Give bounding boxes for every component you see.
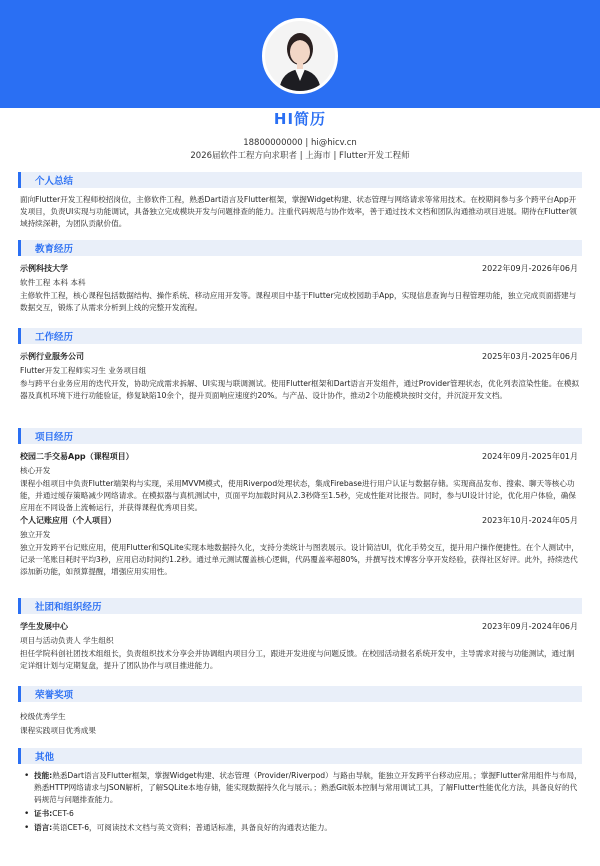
summary-header	[18, 172, 582, 188]
education-title: 教育经历	[35, 244, 74, 255]
other-list	[18, 770, 582, 834]
honors-section	[18, 686, 582, 738]
avatar	[262, 18, 338, 94]
contact-line: 18800000000 | hi@hicv.cn	[243, 138, 357, 148]
project-period: 2024年09月-2025年01月	[482, 452, 578, 461]
project-name: 个人记账应用（个人项目）	[20, 516, 116, 525]
work-period: 2025年03月-2025年06月	[482, 352, 578, 361]
other-header	[18, 748, 582, 764]
campus-row	[18, 620, 582, 634]
work-desc: 参与跨平台业务应用的迭代开发，协助完成需求拆解、UI实现与联调测试。使用Flutter框架和Dart语言开发组件，通过Provider管理状态，优化列表渲染性能。在模拟器及真机环境下进行功能验证，修复缺陷10余个，提升页面响应速度约20%。与产品、设计协作，推动2个功能模块按时交付，并沉淀开发文档。	[20, 379, 580, 400]
language-text: 英语CET-6，可阅读技术文档与英文资料；普通话标准，具备良好的沟通表达能力。	[52, 823, 333, 832]
intent-line: 2026届软件工程方向求职者 | 上海市 | Flutter开发工程师	[190, 151, 410, 161]
language-label: 语言:	[34, 823, 53, 832]
campus-title: 社团和组织经历	[35, 602, 102, 613]
project-desc: 课程小组项目中负责Flutter端架构与实现，采用MVVM模式，使用Riverpod处理状态，集成Firebase进行用户认证与数据存储。实现商品发布、搜索、聊天等核心功能，并通过缓存策略减少网络请求。在模拟器与真机测试中，页面平均加载时间从2.3秒降至1.5秒，完成性能对比报告。同时，参与UI设计讨论，优化用户体验，确保应用在不同设备上流畅运行，并获得课程优秀项目奖。	[20, 479, 576, 512]
project-period: 2023年10月-2024年05月	[482, 516, 578, 525]
honors-header	[18, 686, 582, 702]
work-title: 工作经历	[35, 332, 74, 343]
campus-section	[18, 598, 582, 672]
education-period: 2022年09月-2026年06月	[482, 264, 578, 273]
work-role: Flutter开发工程师实习生 业务项目组	[20, 366, 147, 375]
campus-role: 项目与活动负责人 学生组织	[20, 636, 114, 645]
projects-section	[18, 428, 582, 578]
list-item	[22, 770, 582, 806]
resume-name: HI简历	[273, 110, 327, 128]
honor-item: 校级优秀学生	[20, 712, 66, 721]
summary-section	[18, 172, 582, 230]
org-name: 学生发展中心	[20, 622, 68, 631]
project-desc: 独立开发跨平台记账应用，使用Flutter和SQLite实现本地数据持久化，支持分类统计与图表展示。设计简洁UI，优化手势交互，提升用户操作便捷性。在个人测试中，记录一笔账目耗时平均3秒，应用启动时间约1.2秒。通过单元测试覆盖核心逻辑，代码覆盖率超80%，并撰写技术博客分享开发经验，获得社区好评。此外，持续迭代添加新功能，如预算提醒，增强应用实用性。	[20, 543, 579, 576]
campus-period: 2023年09月-2024年06月	[482, 622, 578, 631]
work-section	[18, 328, 582, 402]
school-name: 示例科技大学	[20, 264, 68, 273]
summary-title: 个人总结	[35, 176, 74, 187]
honor-item: 课程实践项目优秀成果	[20, 726, 96, 735]
skills-label: 技能:	[34, 771, 53, 780]
education-desc: 主修软件工程，核心课程包括数据结构、操作系统、移动应用开发等。课程项目中基于Flutter完成校园助手App，实现信息查询与日程管理功能，独立完成页面搭建与数据交互，锻炼了从需求分析到上线的完整开发流程。	[20, 291, 577, 312]
work-row	[18, 350, 582, 364]
projects-header	[18, 428, 582, 444]
cert-text: CET-6	[52, 809, 74, 818]
education-section	[18, 240, 582, 314]
campus-desc: 担任学院科创社团技术组组长，负责组织技术分享会并协调组内项目分工，跟进开发进度与问题反馈。在校园活动报名系统开发中，主导需求对接与功能测试，通过制定详细计划与定期复盘，提升了团队协作与项目推进能力。	[20, 649, 575, 670]
summary-text: 面向Flutter开发工程师校招岗位，主修软件工程，熟悉Dart语言及Flutter框架，掌握Widget构建、状态管理与网络请求等常用技术。在校期间参与多个跨平台App开发项目，负责UI实现与功能调试，具备独立完成模块开发与问题排查的能力。注重代码规范与协作效率，善于通过技术文档和团队沟通推动项目进展。期待在Flutter领域持续深耕，为团队贡献价值。	[20, 195, 577, 228]
education-header	[18, 240, 582, 256]
project-role: 独立开发	[20, 530, 51, 539]
company-name: 示例行业服务公司	[20, 352, 84, 361]
cert-label: 证书:	[34, 809, 53, 818]
other-section	[18, 748, 582, 836]
projects-title: 项目经历	[35, 432, 74, 443]
list-item	[22, 822, 582, 834]
skills-text: 熟悉Dart语言及Flutter框架，掌握Widget构建、状态管理（Provider/Riverpod）与路由导航，能独立开发跨平台移动应用。；掌握Flutter常用组件与布局，熟悉HTTP网络请求与JSON解析，了解SQLite本地存储，能实现数据持久化与展示。；熟悉Git版本控制与常用调试工具，了解Flutter性能优化方法，具备良好的代码规范与问题排查能力。	[34, 771, 582, 804]
campus-header	[18, 598, 582, 614]
list-item	[22, 808, 582, 820]
work-header	[18, 328, 582, 344]
education-major: 软件工程 本科 本科	[20, 278, 86, 287]
project-row	[18, 450, 582, 464]
project-row	[18, 514, 582, 528]
other-title: 其他	[35, 752, 55, 763]
honors-title: 荣誉奖项	[35, 690, 74, 701]
project-name: 校园二手交易App（课程项目）	[20, 452, 134, 461]
education-row	[18, 262, 582, 276]
project-role: 核心开发	[20, 466, 51, 475]
